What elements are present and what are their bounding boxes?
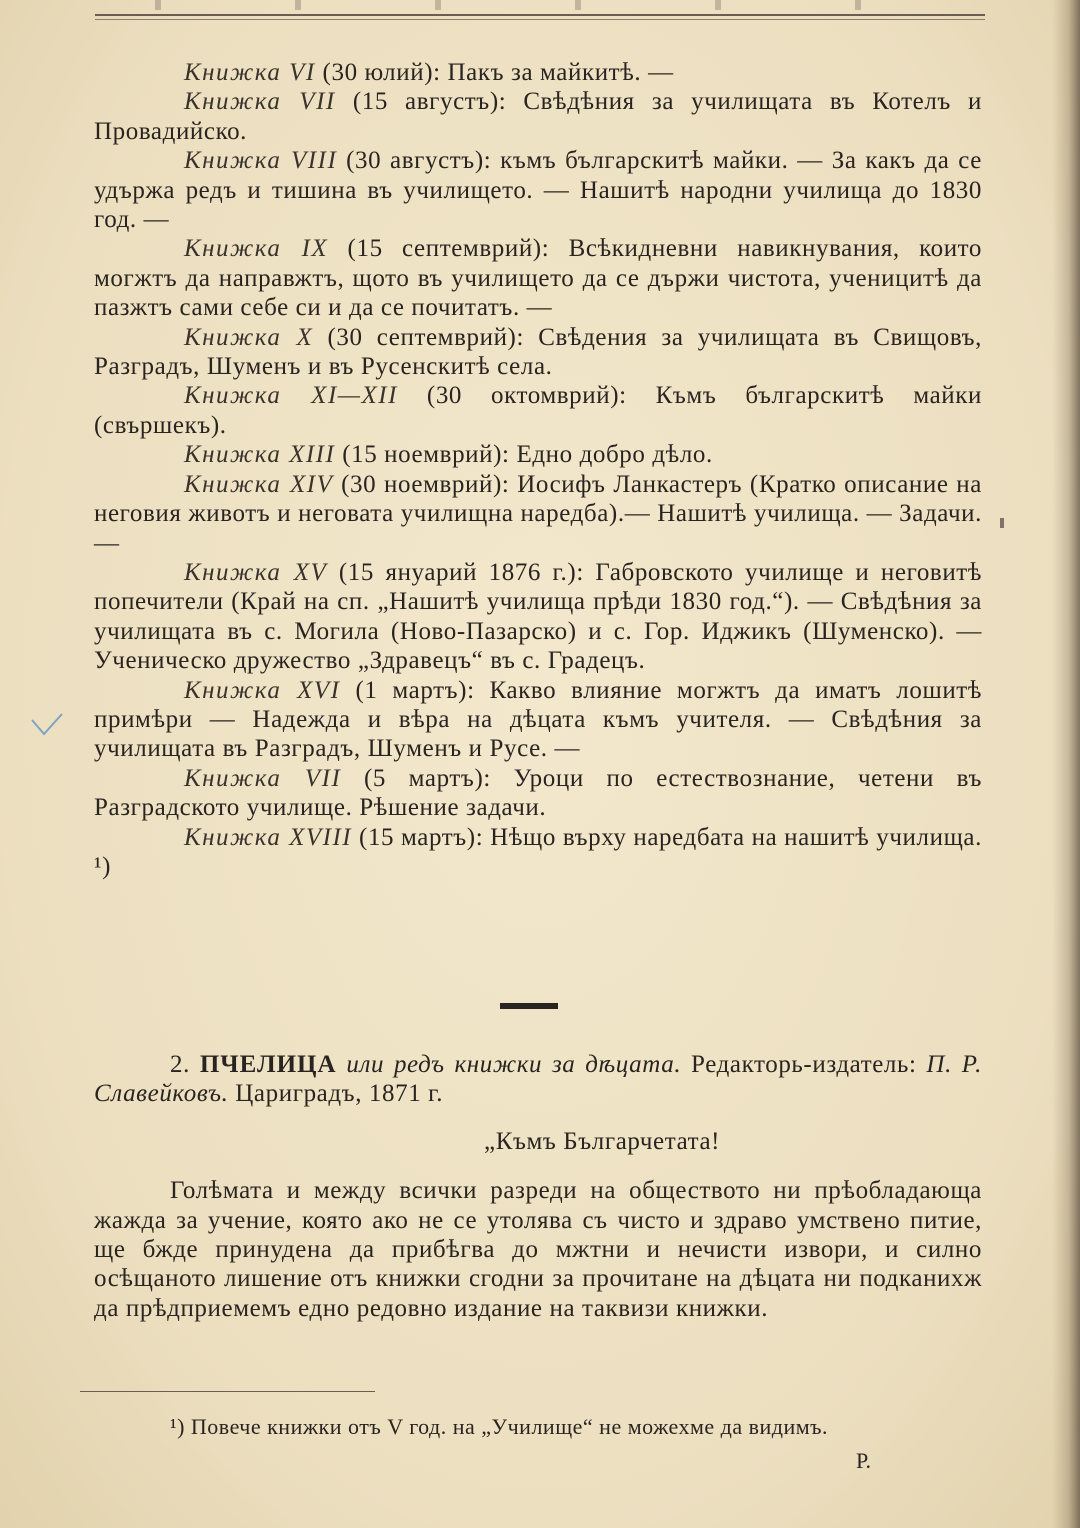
section-2-greeting: „Къмъ Българчетата!: [484, 1127, 721, 1155]
header-rule: [95, 14, 985, 16]
booklet-entry: Книжка XVI (1 мартъ): Какво влияние могжтъ да иматъ лошитѣ примѣри — Надежда и вѣра на дѣцата къмъ учителя. — Свѣдѣния за училищата въ Разградъ, Шуменъ и Русе. —: [94, 676, 983, 763]
footnote: ¹) Повече книжки отъ V год. на „Училище“ не можехме да видимъ.: [170, 1414, 829, 1439]
booklet-list: [94, 58, 982, 881]
section-separator: [500, 1003, 558, 1009]
booklet-entry: Книжка X (30 септемврий): Свѣдения за училищата въ Свищовъ, Разградъ, Шуменъ и въ Русенскитѣ села.: [94, 323, 982, 381]
section-2-editor: П. Р. Славейковъ.: [94, 1051, 982, 1108]
book-spine-shadow: [1052, 0, 1080, 1528]
booklet-entry: Книжка IX (15 септемврий): Всѣкидневни навикнувания, които могжтъ да направжтъ, щото въ училището да се държи чистота, ученицитѣ да пазжтъ сами себе си и да се почитатъ. —: [94, 235, 982, 322]
booklet-entry: Книжка XV (15 януарий 1876 г.): Габровското училище и неговитѣ попечители (Край на сп. „Нашитѣ училища прѣди 1830 год.“). — Свѣдѣния за училищата въ с. Могила (Ново-Пазарско) и с. Гор. Иджикъ (Шуменско). — Ученическо дружество „Здравецъ“ въ с. Градецъ.: [94, 558, 983, 675]
booklet-entry: Книжка XIII (15 ноемврий): Едно добро дѣло.: [184, 441, 713, 469]
footnote-signature: Р.: [856, 1448, 871, 1473]
booklet-entry: Книжка VII (15 августъ): Свѣдѣния за училищата въ Котелъ и Провадийско.: [94, 88, 982, 145]
section-2: [94, 1050, 982, 1323]
footnote-rule: [80, 1391, 375, 1392]
booklet-entry: Книжка XVIII (15 мартъ): Нѣщо върху наредбата на нашитѣ училища. ¹): [94, 823, 982, 880]
booklet-entry: Книжка XIV (30 ноемврий): Иосифъ Ланкастеръ (Кратко описание на неговия животъ и неговата училищна наредба).— Нашитѣ училища. — Задачи. —: [94, 470, 982, 557]
booklet-entry: Книжка VII (5 мартъ): Уроци по естествознание, четени въ Разградското училище. Рѣшение задачи.: [94, 764, 982, 822]
booklet-entry: Книжка XI—XII (30 октомврий): Къмъ българскитѣ майки (свършекъ).: [94, 382, 983, 439]
section-2-heading: 2. ПЧЕЛИЦА или редъ книжки за дѣцата. Редакторь-издатель: П. Р. Славейковъ. Цариградъ, 1871 г.: [94, 1051, 982, 1108]
margin-speck: [1000, 518, 1004, 528]
booklet-entry: Книжка VIII (30 августъ): къмъ българскитѣ майки. — За какъ да се удържа редъ и тишина въ училището. — Нашитѣ народни училища до 1830 год. —: [94, 147, 982, 234]
section-2-body: Голѣмата и между всички разреди на обществото ни прѣобладающа жажда за учение, която ако не се утолява съ чисто и здраво умствено питие, ще бжде принудена да прибѣгва до мжтни и нечисти извори, и силно осѣщаното лишение отъ книжки сгодни за прочитане на дѣцата ни подканихж да прѣдприемемъ едно редовно издание на таквизи книжки.: [94, 1177, 982, 1322]
pencil-check-mark-icon: [30, 712, 64, 738]
section-2-title: ПЧЕЛИЦА: [199, 1051, 337, 1078]
header-rule-secondary: [95, 19, 985, 20]
section-2-subtitle: или редъ книжки за дѣцата.: [346, 1051, 682, 1078]
booklet-entry: Книжка VI (30 юлий): Пакъ за майкитѣ. —: [184, 59, 674, 86]
cropped-header-fragments: [95, 0, 985, 10]
